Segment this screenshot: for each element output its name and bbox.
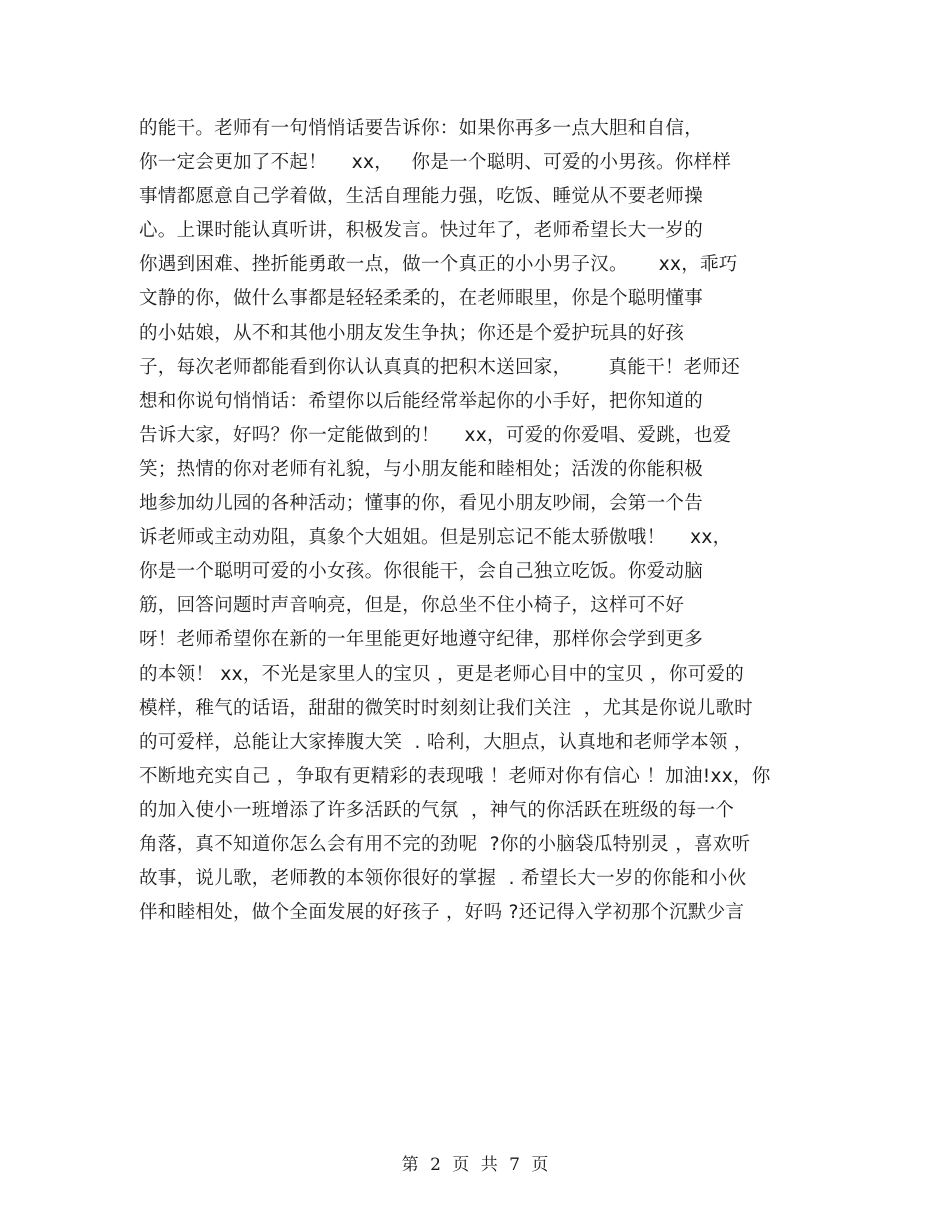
- text-line: 伴和睦相处，做个全面发展的好孩子 ，好吗 ?还记得入学初那个沉默少言: [139, 902, 745, 924]
- text-line: 心。上课时能认真听讲，积极发言。快过年了，老师希望长大一岁的: [139, 220, 704, 242]
- text-line: 的能干。老师有一句悄悄话要告诉你：如果你再多一点大胆和自信，: [139, 118, 704, 139]
- text-line: 的小姑娘，从不和其他小朋友发生争执；你还是个爱护玩具的好孩: [139, 322, 685, 344]
- text-line: 的可爱样，总能让大家捧腹大笑 . 哈利，大胆点，认真地和老师学本领 ，: [139, 731, 753, 753]
- text-line: 告诉大家，好吗？你一定能做到的！ xx，可爱的你爱唱、爱跳，也爱: [139, 424, 732, 446]
- text-line: 故事，说儿歌，老师教的本领你很好的掌握 . 希望长大一岁的你能和小伙: [139, 868, 747, 890]
- text-line: 文静的你，做什么事都是轻轻柔柔的，在老师眼里，你是个聪明懂事: [139, 288, 704, 310]
- text-line: 地参加幼儿园的各种活动；懂事的你，看见小朋友吵闹，会第一个告: [139, 493, 704, 515]
- text-line: 的加入使小一班增添了许多活跃的气氛 ，神气的你活跃在班级的每一个: [139, 799, 735, 821]
- text-line: 不断地充实自己 ，争取有更精彩的表现哦 ！老师对你有信心 ！加油!xx，你: [139, 765, 771, 787]
- text-line: 你一定会更加了不起！ xx， 你是一个聪明、可爱的小男孩。你样样: [139, 152, 732, 174]
- text-line: 子，每次老师都能看到你认认真真的把积木送回家， 真能干！老师还: [139, 356, 741, 378]
- text-line: 角落，真不知道你怎么会有用不完的劲呢 ?你的小脑袋瓜特别灵 ，喜欢听: [139, 833, 751, 855]
- text-line: 你是一个聪明可爱的小女孩。你很能干，会自己独立吃饭。你爱动脑: [139, 561, 704, 583]
- page-number-footer: 第 2 页 共 7 页: [401, 1155, 549, 1175]
- body-text: [139, 112, 819, 930]
- text-line: 笑；热情的你对老师有礼貌，与小朋友能和睦相处；活泼的你能积极: [139, 458, 704, 480]
- text-line: 事情都愿意自己学着做，生活自理能力强，吃饭、睡觉从不要老师操: [139, 186, 704, 208]
- text-line: 想和你说句悄悄话：希望你以后能经常举起你的小手好，把你知道的: [139, 390, 704, 412]
- text-line: 的本领！ xx，不光是家里人的宝贝 ，更是老师心目中的宝贝 ，你可爱的: [139, 663, 745, 685]
- text-line: 筋，回答问题时声音响亮，但是，你总坐不住小椅子，这样可不好: [139, 595, 685, 617]
- text-line: 诉老师或主动劝阻，真象个大姐姐。但是别忘记不能太骄傲哦！ xx，: [139, 527, 732, 549]
- text-line: 呀！老师希望你在新的一年里能更好地遵守纪律，那样你会学到更多: [139, 629, 704, 651]
- text-line: 你遇到困难、挫折能勇敢一点，做一个真正的小小男子汉。 xx，乖巧: [139, 254, 738, 276]
- text-line: 模样，稚气的话语，甜甜的微笑时时刻刻让我们关注 ，尤其是你说儿歌时: [139, 697, 753, 719]
